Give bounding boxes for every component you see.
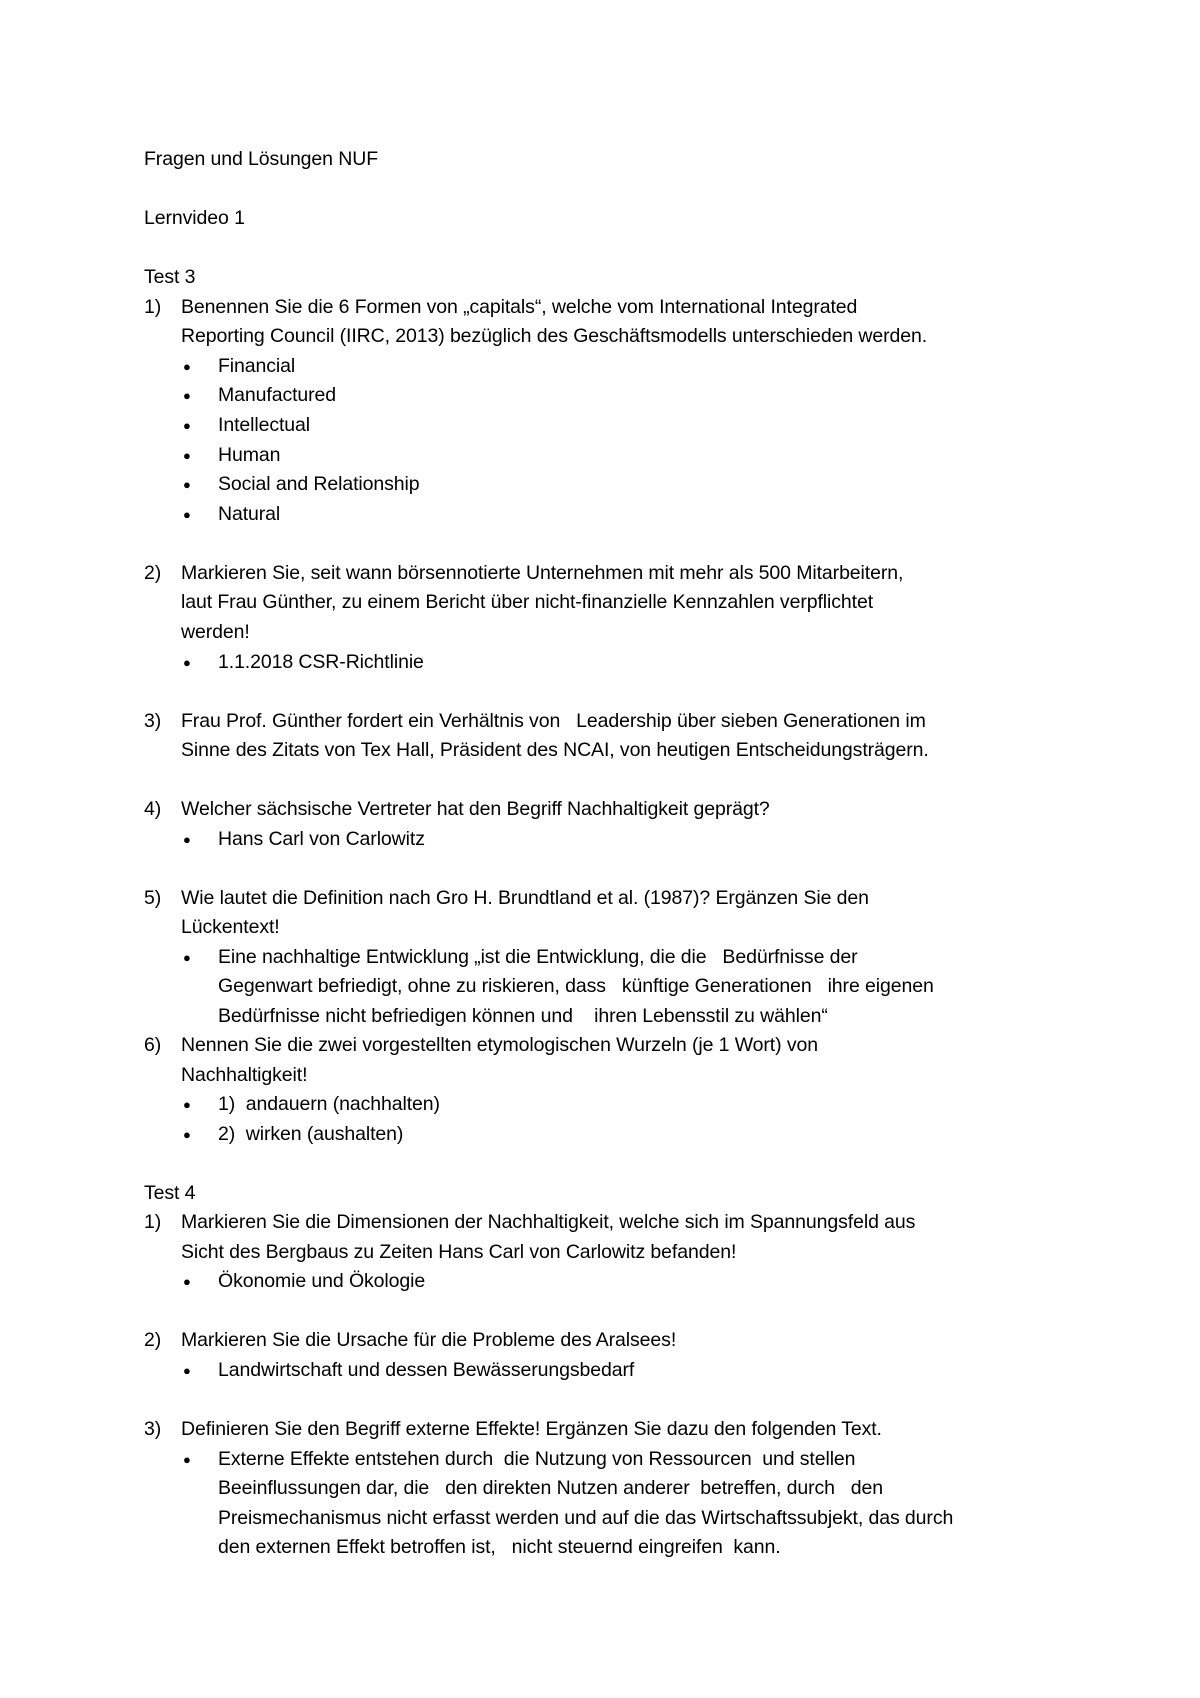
answer-item: 2) wirken (aushalten) (218, 1123, 404, 1145)
question-text: Markieren Sie die Dimensionen der Nachhaltigkeit, welche sich im Spannungsfeld aus (181, 1211, 916, 1233)
bullet-icon: ● (183, 1452, 191, 1467)
question-text: Markieren Sie die Ursache für die Probleme des Aralsees! (181, 1329, 677, 1351)
section-subtitle: Lernvideo 1 (144, 207, 245, 229)
answer-item: Intellectual (218, 414, 311, 436)
question-text: Frau Prof. Günther fordert ein Verhältnis von Leadership über sieben Generationen im (181, 710, 926, 732)
question-number: 3) (144, 1418, 162, 1440)
answer-text: Preismechanismus nicht erfasst werden und auf die das Wirtschaftssubjekt, das durch (218, 1507, 954, 1529)
bullet-icon: ● (183, 832, 191, 847)
bullet-icon: ● (183, 418, 191, 433)
question-number: 1) (144, 1211, 162, 1233)
bullet-icon: ● (183, 1097, 191, 1112)
answer-item: Financial (218, 355, 296, 377)
bullet-icon: ● (183, 477, 191, 492)
answer-item: 1) andauern (nachhalten) (218, 1093, 440, 1115)
bullet-icon: ● (183, 507, 191, 522)
question-text: Benennen Sie die 6 Formen von „capitals“, welche vom International Integrated (181, 296, 858, 318)
answer-item: Landwirtschaft und dessen Bewässerungsbedarf (218, 1359, 635, 1381)
question-text: Welcher sächsische Vertreter hat den Begriff Nachhaltigkeit geprägt? (181, 798, 770, 820)
bullet-icon: ● (183, 1363, 191, 1378)
answer-item: 1.1.2018 CSR-Richtlinie (218, 651, 424, 673)
answer-text: Gegenwart befriedigt, ohne zu riskieren, dass künftige Generationen ihre eigenen (218, 975, 934, 997)
answer-item: Human (218, 444, 281, 466)
question-text: Sicht des Bergbaus zu Zeiten Hans Carl von Carlowitz befanden! (181, 1241, 737, 1263)
answer-text: Bedürfnisse nicht befriedigen können und ihren Lebensstil zu wählen“ (218, 1005, 828, 1027)
question-text: Nennen Sie die zwei vorgestellten etymologischen Wurzeln (je 1 Wort) von (181, 1034, 818, 1056)
answer-text: Eine nachhaltige Entwicklung „ist die Entwicklung, die die Bedürfnisse der (218, 946, 858, 968)
bullet-icon: ● (183, 359, 191, 374)
bullet-icon: ● (183, 655, 191, 670)
question-text: laut Frau Günther, zu einem Bericht über nicht-finanzielle Kennzahlen verpflichtet (181, 591, 874, 613)
question-number: 2) (144, 1329, 162, 1351)
answer-item: Hans Carl von Carlowitz (218, 828, 425, 850)
question-text: Markieren Sie, seit wann börsennotierte Unternehmen mit mehr als 500 Mitarbeitern, (181, 562, 904, 584)
question-text: Wie lautet die Definition nach Gro H. Brundtland et al. (1987)? Ergänzen Sie den (181, 887, 869, 909)
question-number: 1) (144, 296, 162, 318)
bullet-icon: ● (183, 448, 191, 463)
document-title: Fragen und Lösungen NUF (144, 148, 379, 170)
answer-text: den externen Effekt betroffen ist, nicht steuernd eingreifen kann. (218, 1536, 781, 1558)
question-text: Sinne des Zitats von Tex Hall, Präsident des NCAI, von heutigen Entscheidungsträgern. (181, 739, 929, 761)
answer-text: Externe Effekte entstehen durch die Nutzung von Ressourcen und stellen (218, 1448, 856, 1470)
question-number: 2) (144, 562, 162, 584)
question-number: 3) (144, 710, 162, 732)
question-text: Lückentext! (181, 916, 280, 938)
answer-item: Manufactured (218, 384, 337, 406)
answer-text: Beeinflussungen dar, die den direkten Nutzen anderer betreffen, durch den (218, 1477, 884, 1499)
test4-heading: Test 4 (144, 1182, 196, 1204)
bullet-icon: ● (183, 388, 191, 403)
bullet-icon: ● (183, 1274, 191, 1289)
bullet-icon: ● (183, 1127, 191, 1142)
bullet-icon: ● (183, 950, 191, 965)
question-number: 4) (144, 798, 162, 820)
question-number: 6) (144, 1034, 162, 1056)
question-number: 5) (144, 887, 162, 909)
question-text: Reporting Council (IIRC, 2013) bezüglich des Geschäftsmodells unterschieden werden. (181, 325, 928, 347)
question-text: werden! (181, 621, 250, 643)
answer-item: Natural (218, 503, 281, 525)
answer-item: Ökonomie und Ökologie (218, 1270, 426, 1292)
test3-heading: Test 3 (144, 266, 196, 288)
question-text: Definieren Sie den Begriff externe Effekte! Ergänzen Sie dazu den folgenden Text. (181, 1418, 882, 1440)
question-text: Nachhaltigkeit! (181, 1064, 308, 1086)
answer-item: Social and Relationship (218, 473, 420, 495)
